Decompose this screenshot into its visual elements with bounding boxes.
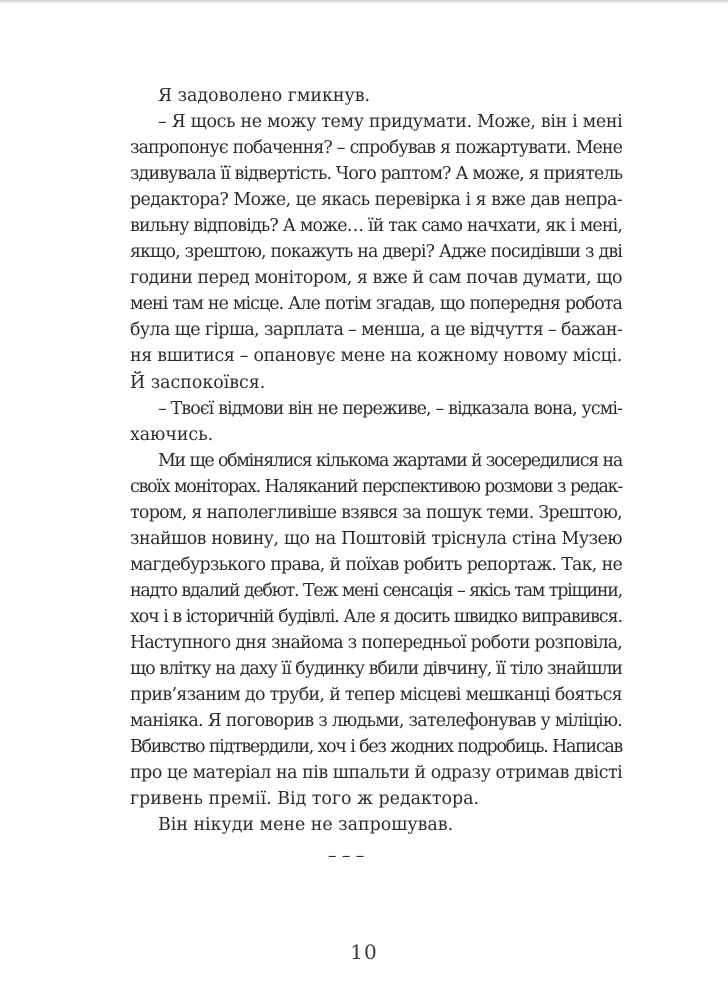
- text-line: Вбивство підтвердили, хоч і без жодних подробиць. Написав: [130, 737, 622, 758]
- text-line: хаючись.: [130, 424, 214, 445]
- text-line: години перед монітором, я вже й сам почав думати, що: [130, 268, 622, 289]
- text-line: Наступного дня знайома з попередньої роботи розповіла,: [130, 632, 622, 653]
- text-line: вильну відповідь? А може… їй так само начхати, як і мені,: [130, 216, 622, 237]
- text-line: маніяка. Я поговорив з людьми, зателефонував у міліцію.: [130, 711, 622, 732]
- text-line: запропонує побачення? – спробував я пожартувати. Мене: [130, 138, 622, 159]
- text-line: знайшов новину, що на Поштовій тріснула стіна Музею: [130, 528, 622, 549]
- text-line: тором, я наполегливіше взявся за пошук теми. Зрештою,: [130, 502, 622, 523]
- section-separator: – – –: [328, 846, 365, 866]
- text-line: хоч і в історичній будівлі. Але я досить швидко виправився.: [130, 606, 622, 627]
- text-line: Я задоволено гмикнув.: [158, 86, 371, 106]
- page-top-edge: [0, 0, 728, 4]
- text-line: надто вдалий дебют. Теж мені сенсація – якісь там тріщини,: [130, 580, 622, 601]
- text-line: якщо, зрештою, покажуть на двері? Адже посидівши з дві: [130, 242, 622, 263]
- body-text: [130, 83, 622, 838]
- page-number: 10: [350, 940, 378, 964]
- text-line: своїх моніторах. Наляканий перспективою розмови з редак-: [130, 476, 622, 497]
- text-line: здивувала її відвертість. Чого раптом? А може, я приятель: [130, 164, 623, 185]
- text-line: Ми ще обмінялися кількома жартами й зосередилися на: [158, 450, 622, 471]
- text-line: Він нікуди мене не запрошував.: [158, 815, 454, 836]
- text-line: гривень премії. Від того ж редактора.: [130, 789, 480, 810]
- text-line: – Твоєї відмови він не переживе, – відказала вона, усмі-: [158, 398, 622, 419]
- text-line: магдебурзького права, й поїхав робить репортаж. Так, не: [130, 554, 622, 575]
- text-line: про це матеріал на пів шпальти й одразу отримав двісті: [130, 763, 623, 784]
- text-line: редактора? Може, це якась перевірка і я вже дав непра-: [130, 190, 622, 211]
- text-line: мені там не місце. Але потім згадав, що попередня робота: [130, 294, 622, 315]
- text-line: що влітку на даху її будинку вбили дівчину, її тіло знайшли: [130, 659, 622, 680]
- text-line: – Я щось не можу тему придумати. Може, він і мені: [158, 112, 623, 133]
- text-line: ня вшитися – опановує мене на кожному новому місці.: [130, 346, 622, 367]
- text-line: Й заспокоївся.: [130, 372, 266, 393]
- text-line: була ще гірша, зарплата – менша, а це відчуття – бажан-: [130, 320, 623, 341]
- text-line: прив’язаним до труби, й тепер місцеві мешканці бояться: [130, 685, 622, 706]
